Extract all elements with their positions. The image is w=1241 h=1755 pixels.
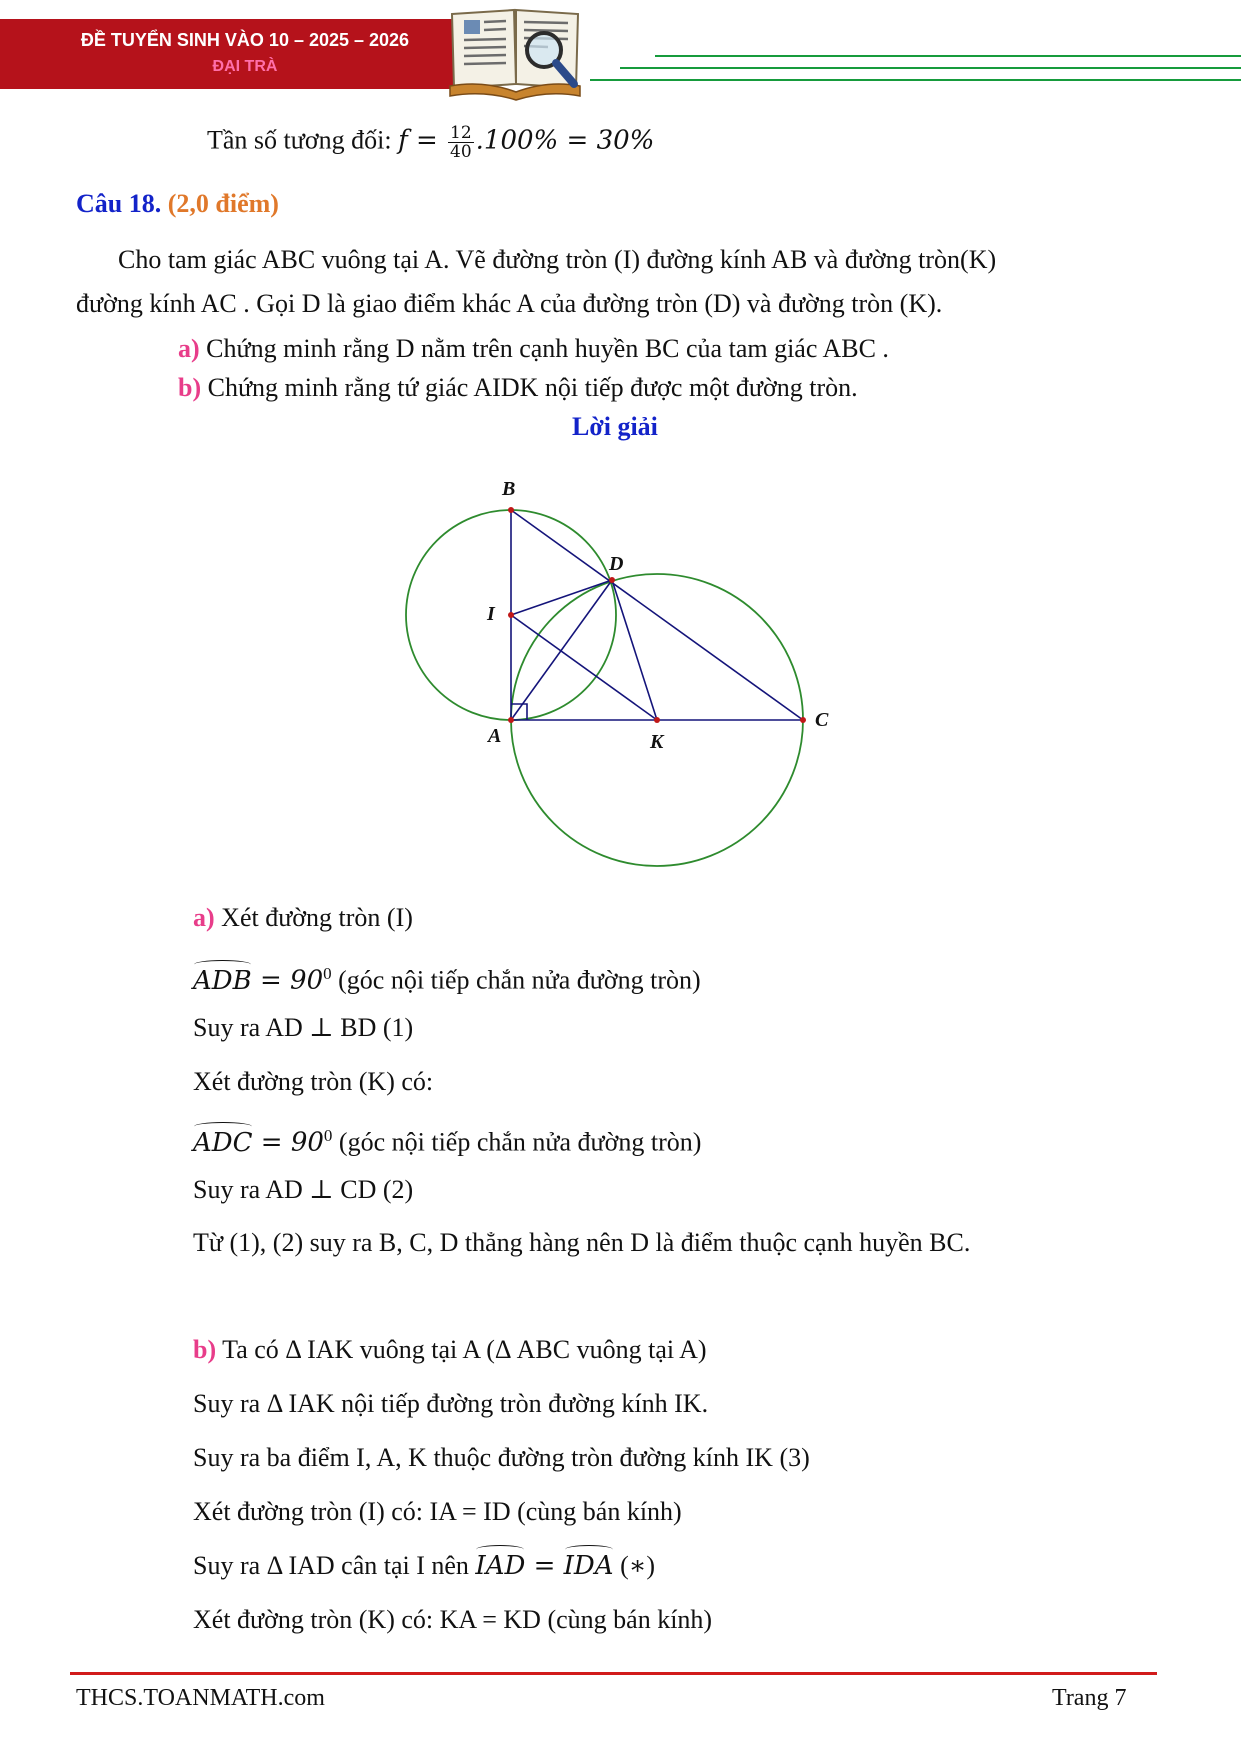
solution-a-line2: ADB = $90^0$ (góc nội tiếp chắn nửa đường tròn) <box>193 964 701 996</box>
point-A <box>508 717 514 723</box>
label-K: K <box>650 731 664 753</box>
header-title: ĐỀ TUYỂN SINH VÀO 10 – 2025 – 2026 <box>80 30 410 50</box>
geometry-figure <box>390 470 830 880</box>
solution-a-line1: a) Xét đường tròn (I) <box>193 903 413 932</box>
solution-a-line3: Suy ra AD ⊥ BD (1) <box>193 1013 414 1042</box>
label-D: D <box>609 553 624 575</box>
label-B: B <box>502 478 516 500</box>
fraction: $\frac{12}{40}$ <box>450 123 472 162</box>
question-heading: Câu 18. (2,0 điểm) <box>76 189 279 218</box>
solution-b-line6: Xét đường tròn (K) có: KA = KD (cùng bán kính) <box>193 1605 713 1634</box>
label-C: C <box>815 709 829 731</box>
segment-AD <box>511 580 612 720</box>
solution-a-line4: Xét đường tròn (K) có: <box>193 1067 434 1096</box>
segment-DK <box>612 580 657 720</box>
question-text-line2: đường kính AC . Gọi D là giao điểm khác A của đường tròn (D) và đường tròn (K). <box>76 289 943 318</box>
solution-b-line2: Suy ra Δ IAK nội tiếp đường tròn đường kính IK. <box>193 1389 709 1418</box>
solution-b-line1: b) Ta có Δ IAK vuông tại A (Δ ABC vuông tại A) <box>193 1335 707 1364</box>
solution-b-line5: Suy ra Δ IAD cân tại I nên IAD = IDA (∗) <box>193 1551 656 1581</box>
label-A: A <box>488 725 502 747</box>
header-rule-middle <box>620 67 1241 69</box>
header-rule-bottom <box>590 79 1241 81</box>
footer-rule <box>70 1672 1157 1675</box>
solution-a-line5: ADC = $90^0$ (góc nội tiếp chắn nửa đường tròn) <box>193 1126 702 1158</box>
solution-b-line3: Suy ra ba điểm I, A, K thuộc đường tròn đường kính IK (3) <box>193 1443 810 1472</box>
book-magnifier-icon <box>444 0 594 104</box>
question-part-a: a) Chứng minh rằng D nằm trên cạnh huyền BC của tam giác ABC . <box>178 334 889 363</box>
relative-frequency-line: Tần số tương đối: f = $\frac{12}{40}$ .100% = 30% <box>207 123 655 162</box>
header-rule-top <box>655 55 1241 57</box>
point-B <box>508 507 514 513</box>
segment-IK <box>511 615 657 720</box>
question-text-line1: Cho tam giác ABC vuông tại A. Vẽ đường tròn (I) đường kính AB và đường tròn(K) <box>118 245 997 274</box>
solution-heading: Lời giải <box>572 412 658 441</box>
solution-b-line4: Xét đường tròn (I) có: IA = ID (cùng bán kính) <box>193 1497 682 1526</box>
footer-page-number: Trang 7 <box>1052 1685 1127 1711</box>
point-D <box>609 577 615 583</box>
point-C <box>800 717 806 723</box>
label-I: I <box>487 603 495 625</box>
header-subtitle: ĐẠI TRÀ <box>212 58 278 75</box>
footer-site: THCS.TOANMATH.com <box>76 1685 325 1711</box>
question-part-b: b) Chứng minh rằng tứ giác AIDK nội tiếp được một đường tròn. <box>178 373 858 402</box>
solution-a-line7: Từ (1), (2) suy ra B, C, D thẳng hàng nên D là điểm thuộc cạnh huyền BC. <box>193 1228 971 1257</box>
solution-a-line6: Suy ra AD ⊥ CD (2) <box>193 1175 414 1204</box>
point-K <box>654 717 660 723</box>
point-I <box>508 612 514 618</box>
